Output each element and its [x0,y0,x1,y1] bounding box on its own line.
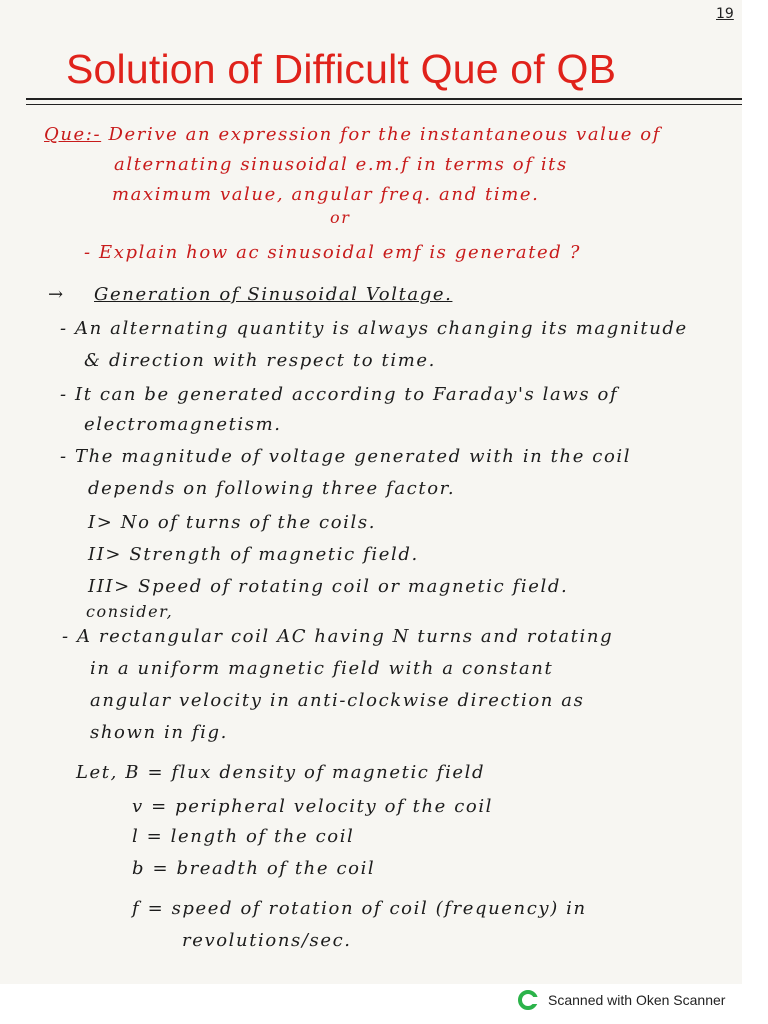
scanner-watermark [518,990,725,1010]
scanner-logo-icon [518,990,538,1010]
question-alternate: - Explain how ac sinusoidal emf is generated ? [84,242,581,263]
section-heading [48,284,452,305]
point-4-line-3: angular velocity in anti-clockwise direction as [90,690,585,711]
factor-3: III> Speed of rotating coil or magnetic field. [88,576,569,597]
factor-2: II> Strength of magnetic field. [88,544,419,565]
definition-1-text: B = flux density of magnetic field [125,762,486,783]
definition-3: l = length of the coil [132,826,355,847]
point-4-line-1: - A rectangular coil AC having N turns and rotating [62,626,614,647]
definition-2: v = peripheral velocity of the coil [132,796,494,817]
question-label: Que:- [44,124,102,145]
factor-1: I> No of turns of the coils. [88,512,377,533]
title-underline [26,98,742,100]
arrow-icon: → [48,284,65,305]
definition-1 [76,762,485,783]
consider-label: consider, [86,602,174,621]
point-3-line-2: depends on following three factor. [88,478,456,499]
question-line-3: maximum value, angular freq. and time. [112,184,540,205]
point-2-line-2: electromagnetism. [84,414,282,435]
title-underline-thin [26,104,742,105]
page-title: Solution of Difficult Que of QB [66,46,617,92]
question-line-1 [44,124,661,145]
question-or: or [330,208,351,227]
let-label: Let, [76,762,118,783]
definition-5: f = speed of rotation of coil (frequency) in [132,898,587,919]
question-line-2: alternating sinusoidal e.m.f in terms of its [114,154,568,175]
point-3-line-1: - The magnitude of voltage generated with in the coil [60,446,632,467]
point-4-line-2: in a uniform magnetic field with a constant [90,658,554,679]
point-1-line-1: - An alternating quantity is always changing its magnitude [60,318,688,339]
page-number: 19 [716,6,734,22]
question-text-1: Derive an expression for the instantaneous value of [108,124,661,145]
section-heading-text: Generation of Sinusoidal Voltage. [94,284,453,305]
point-2-line-1: - It can be generated according to Faraday's laws of [60,384,619,405]
definition-4: b = breadth of the coil [132,858,376,879]
scanner-watermark-text: Scanned with Oken Scanner [548,992,726,1008]
point-1-line-2: & direction with respect to time. [84,350,436,371]
point-4-line-4: shown in fig. [90,722,228,743]
definition-5-cont: revolutions/sec. [182,930,352,951]
